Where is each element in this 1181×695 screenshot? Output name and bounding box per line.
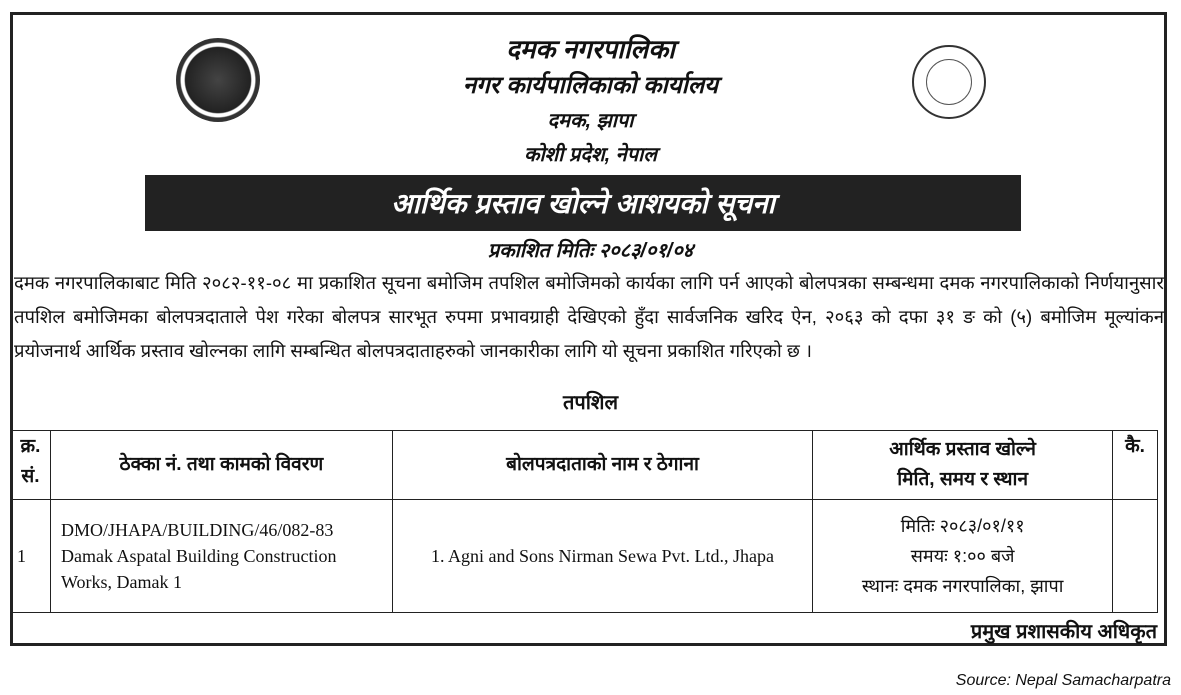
office-name: नगर कार्यपालिकाको कार्यालय xyxy=(462,72,719,99)
source-credit: Source: Nepal Samacharpatra xyxy=(955,672,1171,689)
col-opening: आर्थिक प्रस्ताव खोल्ने मिति, समय र स्थान xyxy=(813,431,1113,500)
table-row xyxy=(11,500,1158,613)
province: कोशी प्रदेश, नेपाल xyxy=(524,144,657,166)
opening-place: स्थानः दमक नगरपालिका, झापा xyxy=(861,576,1064,596)
office-location: दमक, झापा xyxy=(547,110,634,132)
col-remarks: कै. xyxy=(1113,431,1158,500)
opening-time: समयः १:०० बजे xyxy=(910,546,1015,566)
municipality-name: दमक नगरपालिका xyxy=(506,34,675,64)
bidder: 1. Agni and Sons Nirman Sewa Pvt. Ltd., Jhapa xyxy=(392,500,812,613)
signatory: प्रमुख प्रशासकीय अधिकृत xyxy=(970,621,1157,643)
notice-body: दमक नगरपालिकाबाट मिति २०८२-११-०८ मा प्रकाशित सूचना बमोजिम तपशिल बमोजिमको कार्यका लागि पर्न आएको बोलपत्रका सम्बन्धमा दमक नगरपालिकाको निर्णयानुसार तपशिल बमोजिमका बोलपत्रदाताले पेश गरेका बोलपत्र सारभूत रुपमा प्रभावग्राही देखिएको हुँदा सार्वजनिक खरिद ऐन, २०६३ को दफा ३१ ङ को (५) बमोजिम मूल्यांकन प्रयोजनार्थ आर्थिक प्रस्ताव खोल्नका लागि सम्बन्धित बोलपत्रदाताहरुको जानकारीका लागि यो सूचना प्रकाशित गरिएको छ । xyxy=(14,272,1164,361)
col-bidder: बोलपत्रदाताको नाम र ठेगाना xyxy=(392,431,812,500)
contract-cell xyxy=(50,500,392,613)
opening-cell xyxy=(813,500,1113,613)
schedule-heading: तपशिल xyxy=(562,392,619,414)
row-sn: 1 xyxy=(11,500,51,613)
table-header-row xyxy=(11,431,1158,500)
contract-no: DMO/JHAPA/BUILDING/46/082-83 xyxy=(60,520,334,540)
opening-date: मितिः २०८३/०१/११ xyxy=(900,516,1025,536)
notice-title: आर्थिक प्रस्ताव खोल्ने आशयको सूचना xyxy=(145,175,1021,231)
published-date: प्रकाशित मितिः २०८३/०१/०४ xyxy=(487,240,694,262)
schedule-table xyxy=(10,430,1158,613)
work-description: Damak Aspatal Building Construction Works, Damak 1 xyxy=(60,546,337,592)
col-sn: क्र. सं. xyxy=(11,431,51,500)
remarks xyxy=(1113,500,1158,613)
col-contract: ठेक्का नं. तथा कामको विवरण xyxy=(50,431,392,500)
